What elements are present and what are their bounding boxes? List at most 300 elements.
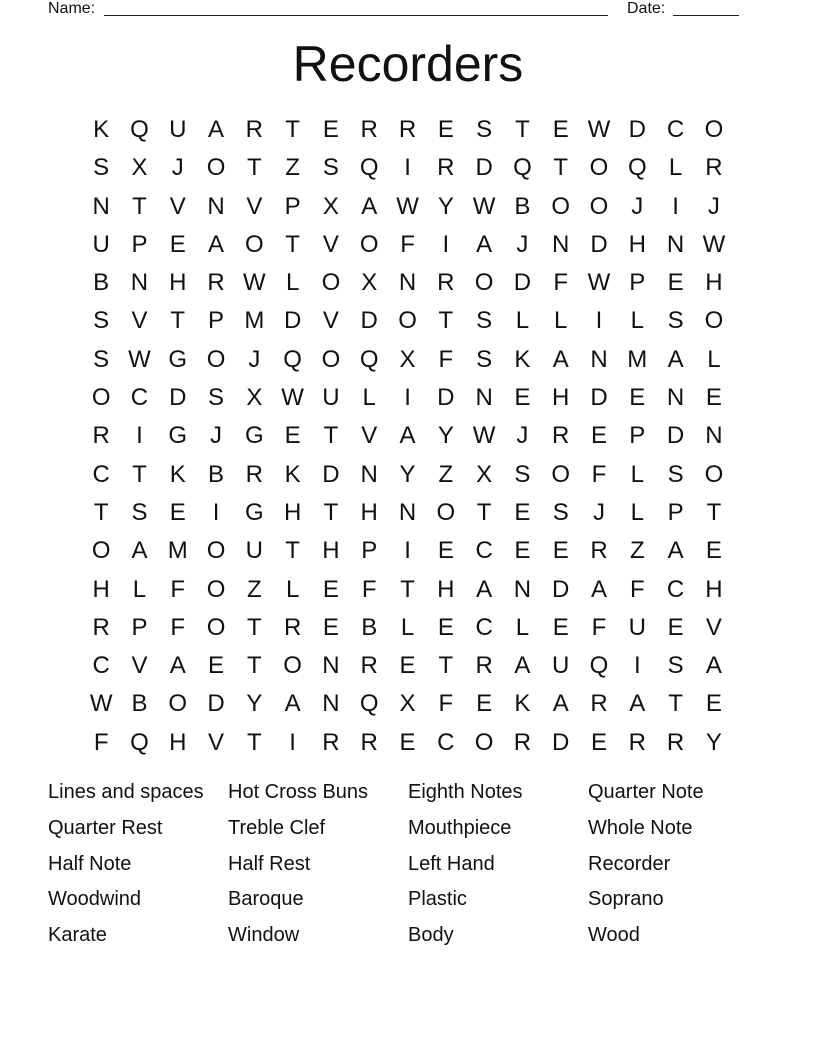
grid-letter[interactable]: X xyxy=(131,154,148,182)
grid-letter[interactable]: F xyxy=(591,460,607,488)
grid-letter[interactable]: A xyxy=(476,575,493,603)
grid-letter[interactable]: O xyxy=(206,537,226,565)
grid-letter[interactable]: O xyxy=(91,537,111,565)
grid-letter[interactable]: Q xyxy=(359,690,379,718)
grid-letter[interactable]: O xyxy=(91,384,111,412)
grid-letter[interactable]: W xyxy=(472,422,496,450)
grid-letter[interactable]: L xyxy=(285,575,300,603)
grid-letter[interactable]: Y xyxy=(705,728,722,756)
grid-letter[interactable]: V xyxy=(169,192,186,220)
grid-letter[interactable]: J xyxy=(248,345,261,373)
grid-letter[interactable]: F xyxy=(438,690,454,718)
grid-letter[interactable]: J xyxy=(631,192,644,220)
grid-letter[interactable]: I xyxy=(633,652,641,680)
grid-letter[interactable]: E xyxy=(552,537,569,565)
word-bank-item: Treble Clef xyxy=(228,816,326,839)
grid-letter[interactable]: R xyxy=(705,154,723,182)
grid-letter[interactable]: R xyxy=(360,652,378,680)
grid-letter[interactable]: S xyxy=(552,498,569,526)
grid-letter[interactable]: E xyxy=(705,690,722,718)
grid-letter[interactable]: K xyxy=(284,460,301,488)
grid-letter[interactable]: O xyxy=(359,230,379,258)
grid-letter[interactable]: S xyxy=(667,652,684,680)
grid-letter[interactable]: Z xyxy=(285,154,300,182)
grid-letter[interactable]: E xyxy=(322,575,339,603)
grid-letter[interactable]: I xyxy=(442,230,450,258)
grid-letter[interactable]: K xyxy=(93,116,110,143)
grid-letter[interactable]: N xyxy=(322,690,340,718)
word-bank-item: Left Hand xyxy=(408,852,495,875)
grid-letter[interactable]: T xyxy=(247,652,262,680)
grid-letter[interactable]: U xyxy=(552,652,570,680)
grid-letter[interactable]: L xyxy=(630,460,644,488)
grid-letter[interactable]: W xyxy=(281,384,304,412)
grid-letter[interactable]: N xyxy=(398,269,417,297)
grid-letter[interactable]: L xyxy=(132,575,147,603)
grid-letter[interactable]: F xyxy=(553,269,569,297)
grid-letter[interactable]: H xyxy=(92,575,110,603)
grid-letter[interactable]: D xyxy=(437,384,455,412)
grid-letter[interactable]: O xyxy=(206,345,226,373)
grid-letter[interactable]: R xyxy=(92,613,110,641)
grid-letter[interactable]: L xyxy=(630,498,644,526)
grid-letter[interactable]: D xyxy=(628,116,646,143)
grid-letter[interactable]: W xyxy=(472,192,496,220)
grid-letter[interactable]: R xyxy=(245,460,263,488)
grid-letter[interactable]: T xyxy=(93,498,109,526)
grid-letter[interactable]: V xyxy=(361,422,378,450)
grid-letter[interactable]: E xyxy=(399,728,416,756)
grid-letter[interactable]: P xyxy=(131,613,148,641)
grid-letter[interactable]: U xyxy=(245,537,263,565)
grid-letter[interactable]: T xyxy=(285,116,300,143)
grid-letter[interactable]: G xyxy=(168,422,188,450)
grid-letter[interactable]: E xyxy=(169,498,186,526)
grid-letter[interactable]: V xyxy=(322,230,339,258)
grid-letter[interactable]: L xyxy=(554,307,568,335)
grid-letter[interactable]: O xyxy=(321,269,341,297)
grid-letter[interactable]: Q xyxy=(589,652,609,680)
grid-letter[interactable]: X xyxy=(399,690,416,718)
grid-letter[interactable]: T xyxy=(247,154,262,182)
grid-letter[interactable]: V xyxy=(208,728,225,756)
grid-letter[interactable]: W xyxy=(128,345,151,373)
grid-letter[interactable]: N xyxy=(590,345,608,373)
grid-letter[interactable]: I xyxy=(136,422,143,450)
grid-letter[interactable]: O xyxy=(589,192,609,220)
grid-letter[interactable]: R xyxy=(283,613,302,641)
grid-letter[interactable]: O xyxy=(321,345,341,373)
grid-letter[interactable]: Y xyxy=(399,460,416,488)
grid-letter[interactable]: W xyxy=(243,269,266,297)
grid-letter[interactable]: Z xyxy=(247,575,262,603)
grid-letter[interactable]: I xyxy=(404,154,411,182)
grid-letter[interactable]: R xyxy=(437,154,455,182)
grid-letter[interactable]: R xyxy=(590,690,608,718)
grid-letter[interactable]: S xyxy=(93,345,110,373)
grid-letter[interactable]: H xyxy=(628,230,646,258)
grid-letter[interactable]: L xyxy=(630,307,644,335)
grid-letter[interactable]: O xyxy=(206,154,226,182)
grid-letter[interactable]: N xyxy=(322,652,340,680)
grid-letter[interactable]: F xyxy=(93,728,109,756)
grid-letter[interactable]: K xyxy=(514,690,531,718)
grid-letter[interactable]: L xyxy=(362,384,376,412)
grid-letter[interactable]: S xyxy=(667,460,684,488)
grid-letter[interactable]: D xyxy=(513,269,532,297)
grid-letter[interactable]: O xyxy=(474,728,494,756)
grid-letter[interactable]: E xyxy=(437,116,454,143)
grid-letter[interactable]: N xyxy=(552,230,570,258)
grid-letter[interactable]: O xyxy=(206,613,226,641)
grid-letter[interactable]: Y xyxy=(246,690,263,718)
grid-letter[interactable]: C xyxy=(437,728,455,756)
grid-letter[interactable]: E xyxy=(169,230,186,258)
grid-letter[interactable]: N xyxy=(360,460,378,488)
grid-letter[interactable]: T xyxy=(132,460,147,488)
grid-row xyxy=(82,188,733,226)
grid-letter[interactable]: M xyxy=(167,537,188,565)
grid-row xyxy=(82,111,733,149)
grid-letter[interactable]: D xyxy=(552,728,570,756)
grid-letter[interactable]: A xyxy=(361,192,378,220)
grid-letter[interactable]: R xyxy=(360,116,378,143)
grid-letter[interactable]: V xyxy=(322,307,339,335)
grid-letter[interactable]: V xyxy=(131,652,148,680)
grid-letter[interactable]: T xyxy=(247,613,262,641)
grid-letter[interactable]: A xyxy=(131,537,148,565)
grid-letter[interactable]: T xyxy=(170,307,186,335)
grid-letter[interactable]: A xyxy=(208,116,225,143)
grid-letter[interactable]: E xyxy=(399,652,416,680)
grid-letter[interactable]: E xyxy=(552,116,569,143)
grid-letter[interactable]: F xyxy=(170,613,186,641)
grid-letter[interactable]: S xyxy=(93,154,110,182)
grid-letter[interactable]: J xyxy=(593,498,605,526)
grid-letter[interactable]: G xyxy=(245,498,264,526)
grid-letter[interactable]: O xyxy=(283,652,302,680)
grid-letter[interactable]: E xyxy=(322,116,339,143)
grid-letter[interactable]: R xyxy=(360,728,378,756)
grid-letter[interactable]: E xyxy=(208,652,225,680)
grid-letter[interactable]: J xyxy=(210,422,223,450)
grid-letter[interactable]: C xyxy=(666,116,685,143)
grid-letter[interactable]: O xyxy=(551,192,571,220)
grid-letter[interactable]: D xyxy=(283,307,302,335)
grid-letter[interactable]: T xyxy=(400,575,415,603)
grid-letter[interactable]: E xyxy=(705,384,722,412)
grid-letter[interactable]: Y xyxy=(437,192,454,220)
grid-letter[interactable]: W xyxy=(89,690,113,718)
grid-letter[interactable]: X xyxy=(361,269,378,297)
grid-letter[interactable]: T xyxy=(438,307,454,335)
grid-letter[interactable]: F xyxy=(170,575,186,603)
grid-letter[interactable]: R xyxy=(590,537,608,565)
grid-letter[interactable]: A xyxy=(629,690,646,718)
grid-letter[interactable]: D xyxy=(322,460,340,488)
grid-letter[interactable]: R xyxy=(245,116,263,143)
grid-letter[interactable]: H xyxy=(705,575,723,603)
grid-letter[interactable]: A xyxy=(705,652,722,680)
grid-letter[interactable]: A xyxy=(552,345,569,373)
grid-letter[interactable]: J xyxy=(171,154,184,182)
grid-letter[interactable]: E xyxy=(514,498,531,526)
grid-letter[interactable]: H xyxy=(360,498,378,526)
grid-letter[interactable]: V xyxy=(705,613,722,641)
grid-letter[interactable]: T xyxy=(285,230,300,258)
grid-letter[interactable]: J xyxy=(707,192,720,220)
grid-letter[interactable]: E xyxy=(591,422,608,450)
grid-letter[interactable]: L xyxy=(400,613,415,641)
grid-letter[interactable]: N xyxy=(92,192,110,220)
grid-letter[interactable]: V xyxy=(131,307,148,335)
grid-letter[interactable]: E xyxy=(514,384,531,412)
grid-letter[interactable]: H xyxy=(552,384,570,412)
grid-letter[interactable]: S xyxy=(476,345,493,373)
grid-letter[interactable]: F xyxy=(361,575,377,603)
grid-letter[interactable]: W xyxy=(396,192,419,220)
grid-letter[interactable]: P xyxy=(629,269,646,297)
grid-letter[interactable]: O xyxy=(436,498,456,526)
grid-letter[interactable]: R xyxy=(628,728,646,756)
grid-letter[interactable]: R xyxy=(475,652,493,680)
grid-letter[interactable]: P xyxy=(629,422,646,450)
grid-letter[interactable]: N xyxy=(666,230,685,258)
grid-letter[interactable]: C xyxy=(475,537,493,565)
grid-letter[interactable]: D xyxy=(475,154,493,182)
grid-row xyxy=(82,685,733,723)
grid-letter[interactable]: H xyxy=(437,575,455,603)
grid-letter[interactable]: A xyxy=(552,690,569,718)
grid-letter[interactable]: P xyxy=(667,498,684,526)
grid-letter[interactable]: E xyxy=(629,384,646,412)
grid-letter[interactable]: Z xyxy=(438,460,454,488)
grid-letter[interactable]: A xyxy=(667,345,684,373)
name-line[interactable] xyxy=(104,15,608,16)
grid-letter[interactable]: Q xyxy=(513,154,532,182)
grid-letter[interactable]: E xyxy=(705,537,722,565)
grid-letter[interactable]: U xyxy=(169,116,187,143)
grid-letter[interactable]: O xyxy=(398,307,417,335)
grid-letter[interactable]: A xyxy=(591,575,608,603)
word-bank-item: Quarter Note xyxy=(588,781,704,803)
grid-letter[interactable]: C xyxy=(92,652,110,680)
grid-letter[interactable]: S xyxy=(476,116,493,143)
grid-letter[interactable]: N xyxy=(666,384,685,412)
grid-letter[interactable]: T xyxy=(323,498,339,526)
grid-letter[interactable]: P xyxy=(284,192,301,220)
grid-letter[interactable]: E xyxy=(667,269,684,297)
grid-letter[interactable]: W xyxy=(702,230,726,258)
grid-letter[interactable]: N xyxy=(398,498,417,526)
grid-letter[interactable]: F xyxy=(591,613,607,641)
grid-letter[interactable]: S xyxy=(476,307,493,335)
grid-letter[interactable]: T xyxy=(323,422,339,450)
grid-letter[interactable]: T xyxy=(706,498,722,526)
grid-letter[interactable]: A xyxy=(169,652,186,680)
grid-letter[interactable]: R xyxy=(92,422,110,450)
grid-letter[interactable]: X xyxy=(476,460,493,488)
grid-letter[interactable]: C xyxy=(92,460,110,488)
grid-letter[interactable]: Q xyxy=(130,728,149,756)
grid-letter[interactable]: F xyxy=(629,575,645,603)
grid-letter[interactable]: N xyxy=(705,422,723,450)
grid-letter[interactable]: I xyxy=(404,384,411,412)
grid-letter[interactable]: B xyxy=(93,269,110,297)
grid-letter[interactable]: R xyxy=(398,116,417,143)
grid-letter[interactable]: A xyxy=(514,652,531,680)
grid-letter[interactable]: Q xyxy=(130,116,149,143)
grid-letter[interactable]: L xyxy=(285,269,300,297)
grid-letter[interactable]: E xyxy=(284,422,301,450)
grid-letter[interactable]: P xyxy=(131,230,148,258)
grid-letter[interactable]: D xyxy=(360,307,378,335)
word-bank-item: Recorder xyxy=(588,852,671,875)
grid-letter[interactable]: B xyxy=(131,690,148,718)
grid-letter[interactable]: S xyxy=(322,154,339,182)
grid-letter[interactable]: F xyxy=(400,230,415,258)
grid-letter[interactable]: D xyxy=(169,384,187,412)
grid-letter[interactable]: X xyxy=(246,384,263,412)
grid-letter[interactable]: O xyxy=(704,460,724,488)
grid-letter[interactable]: E xyxy=(591,728,608,756)
grid-letter[interactable]: A xyxy=(284,690,301,718)
grid-letter[interactable]: N xyxy=(130,269,149,297)
grid-letter[interactable]: U xyxy=(322,384,340,412)
grid-letter[interactable]: T xyxy=(515,116,530,143)
grid-letter[interactable]: Z xyxy=(629,537,645,565)
word-bank-item: Wood xyxy=(588,924,640,947)
grid-letter[interactable]: T xyxy=(285,537,300,565)
grid-letter[interactable]: B xyxy=(514,192,531,220)
grid-letter[interactable]: V xyxy=(246,192,263,220)
grid-letter[interactable]: A xyxy=(476,230,493,258)
grid-letter[interactable]: N xyxy=(207,192,225,220)
grid-letter[interactable]: N xyxy=(513,575,532,603)
grid-letter[interactable]: O xyxy=(551,460,571,488)
grid-letter[interactable]: H xyxy=(322,537,340,565)
grid-letter[interactable]: L xyxy=(515,307,530,335)
grid-letter[interactable]: Q xyxy=(283,345,302,373)
grid-letter[interactable]: T xyxy=(476,498,492,526)
grid-letter[interactable]: I xyxy=(404,537,411,565)
grid-letter[interactable]: D xyxy=(666,422,685,450)
grid-letter[interactable]: I xyxy=(672,192,679,220)
grid-letter[interactable]: O xyxy=(704,116,724,143)
grid-letter[interactable]: G xyxy=(168,345,188,373)
grid-letter[interactable]: K xyxy=(169,460,186,488)
grid-letter[interactable]: E xyxy=(667,613,684,641)
grid-letter[interactable]: H xyxy=(169,269,187,297)
grid-letter[interactable]: D xyxy=(590,230,608,258)
grid-letter[interactable]: Q xyxy=(627,154,647,182)
grid-letter[interactable]: S xyxy=(208,384,225,412)
grid-letter[interactable]: E xyxy=(476,690,493,718)
grid-letter[interactable]: D xyxy=(552,575,570,603)
grid-letter[interactable]: H xyxy=(169,728,187,756)
grid-letter[interactable]: T xyxy=(668,690,683,718)
grid-letter[interactable]: J xyxy=(516,230,529,258)
grid-letter[interactable]: C xyxy=(130,384,149,412)
grid-letter[interactable]: T xyxy=(438,652,454,680)
grid-letter[interactable]: U xyxy=(92,230,110,258)
grid-letter[interactable]: M xyxy=(244,307,265,335)
grid-letter[interactable]: E xyxy=(552,613,569,641)
grid-letter[interactable]: A xyxy=(399,422,416,450)
grid-letter[interactable]: O xyxy=(704,307,724,335)
grid-letter[interactable]: D xyxy=(590,384,608,412)
grid-letter[interactable]: O xyxy=(589,154,609,182)
grid-letter[interactable]: S xyxy=(667,307,684,335)
grid-letter[interactable]: J xyxy=(516,422,529,450)
grid-letter[interactable]: T xyxy=(247,728,262,756)
grid-letter[interactable]: L xyxy=(707,345,721,373)
grid-letter[interactable]: P xyxy=(361,537,378,565)
grid-letter[interactable]: R xyxy=(552,422,570,450)
grid-letter[interactable]: A xyxy=(208,230,225,258)
grid-letter[interactable]: C xyxy=(475,613,493,641)
grid-letter[interactable]: I xyxy=(289,728,296,756)
grid-letter[interactable]: F xyxy=(438,345,454,373)
grid-letter[interactable]: K xyxy=(514,345,531,373)
grid-letter[interactable]: U xyxy=(628,613,646,641)
grid-letter[interactable]: H xyxy=(705,269,723,297)
grid-letter[interactable]: D xyxy=(207,690,225,718)
grid-letter[interactable]: H xyxy=(283,498,302,526)
date-line[interactable] xyxy=(673,15,739,16)
grid-letter[interactable]: E xyxy=(514,537,531,565)
grid-letter[interactable]: I xyxy=(212,498,220,526)
grid-letter[interactable]: N xyxy=(475,384,493,412)
grid-letter[interactable]: R xyxy=(322,728,340,756)
grid-letter[interactable]: S xyxy=(93,307,110,335)
grid-letter[interactable]: G xyxy=(245,422,264,450)
grid-letter[interactable]: W xyxy=(587,269,611,297)
grid-letter[interactable]: E xyxy=(437,613,454,641)
grid-letter[interactable]: W xyxy=(587,116,611,143)
grid-letter[interactable]: R xyxy=(207,269,225,297)
grid-letter[interactable]: A xyxy=(667,537,684,565)
word-bank-item: Lines and spaces xyxy=(48,781,204,803)
grid-letter[interactable]: X xyxy=(322,192,339,220)
grid-letter[interactable]: L xyxy=(668,154,683,182)
grid-letter[interactable]: S xyxy=(131,498,148,526)
grid-letter[interactable]: E xyxy=(437,537,454,565)
grid-letter[interactable]: T xyxy=(553,154,569,182)
grid-letter[interactable]: Q xyxy=(359,345,379,373)
grid-letter[interactable]: M xyxy=(627,345,648,373)
grid-letter[interactable]: O xyxy=(474,269,494,297)
grid-letter[interactable]: R xyxy=(666,728,685,756)
grid-letter[interactable]: R xyxy=(437,269,455,297)
grid-letter[interactable]: O xyxy=(206,575,226,603)
grid-letter[interactable]: C xyxy=(666,575,685,603)
grid-letter[interactable]: I xyxy=(595,307,603,335)
grid-letter[interactable]: X xyxy=(399,345,416,373)
grid-letter[interactable]: P xyxy=(208,307,225,335)
grid-letter[interactable]: O xyxy=(245,230,264,258)
grid-letter[interactable]: B xyxy=(208,460,225,488)
grid-letter[interactable]: E xyxy=(322,613,339,641)
grid-letter[interactable]: Y xyxy=(437,422,454,450)
grid-letter[interactable]: O xyxy=(168,690,188,718)
grid-letter[interactable]: L xyxy=(515,613,530,641)
grid-letter[interactable]: S xyxy=(514,460,531,488)
grid-letter[interactable]: T xyxy=(132,192,147,220)
grid-letter[interactable]: R xyxy=(513,728,532,756)
grid-letter[interactable]: Q xyxy=(359,154,379,182)
grid-letter[interactable]: B xyxy=(361,613,378,641)
